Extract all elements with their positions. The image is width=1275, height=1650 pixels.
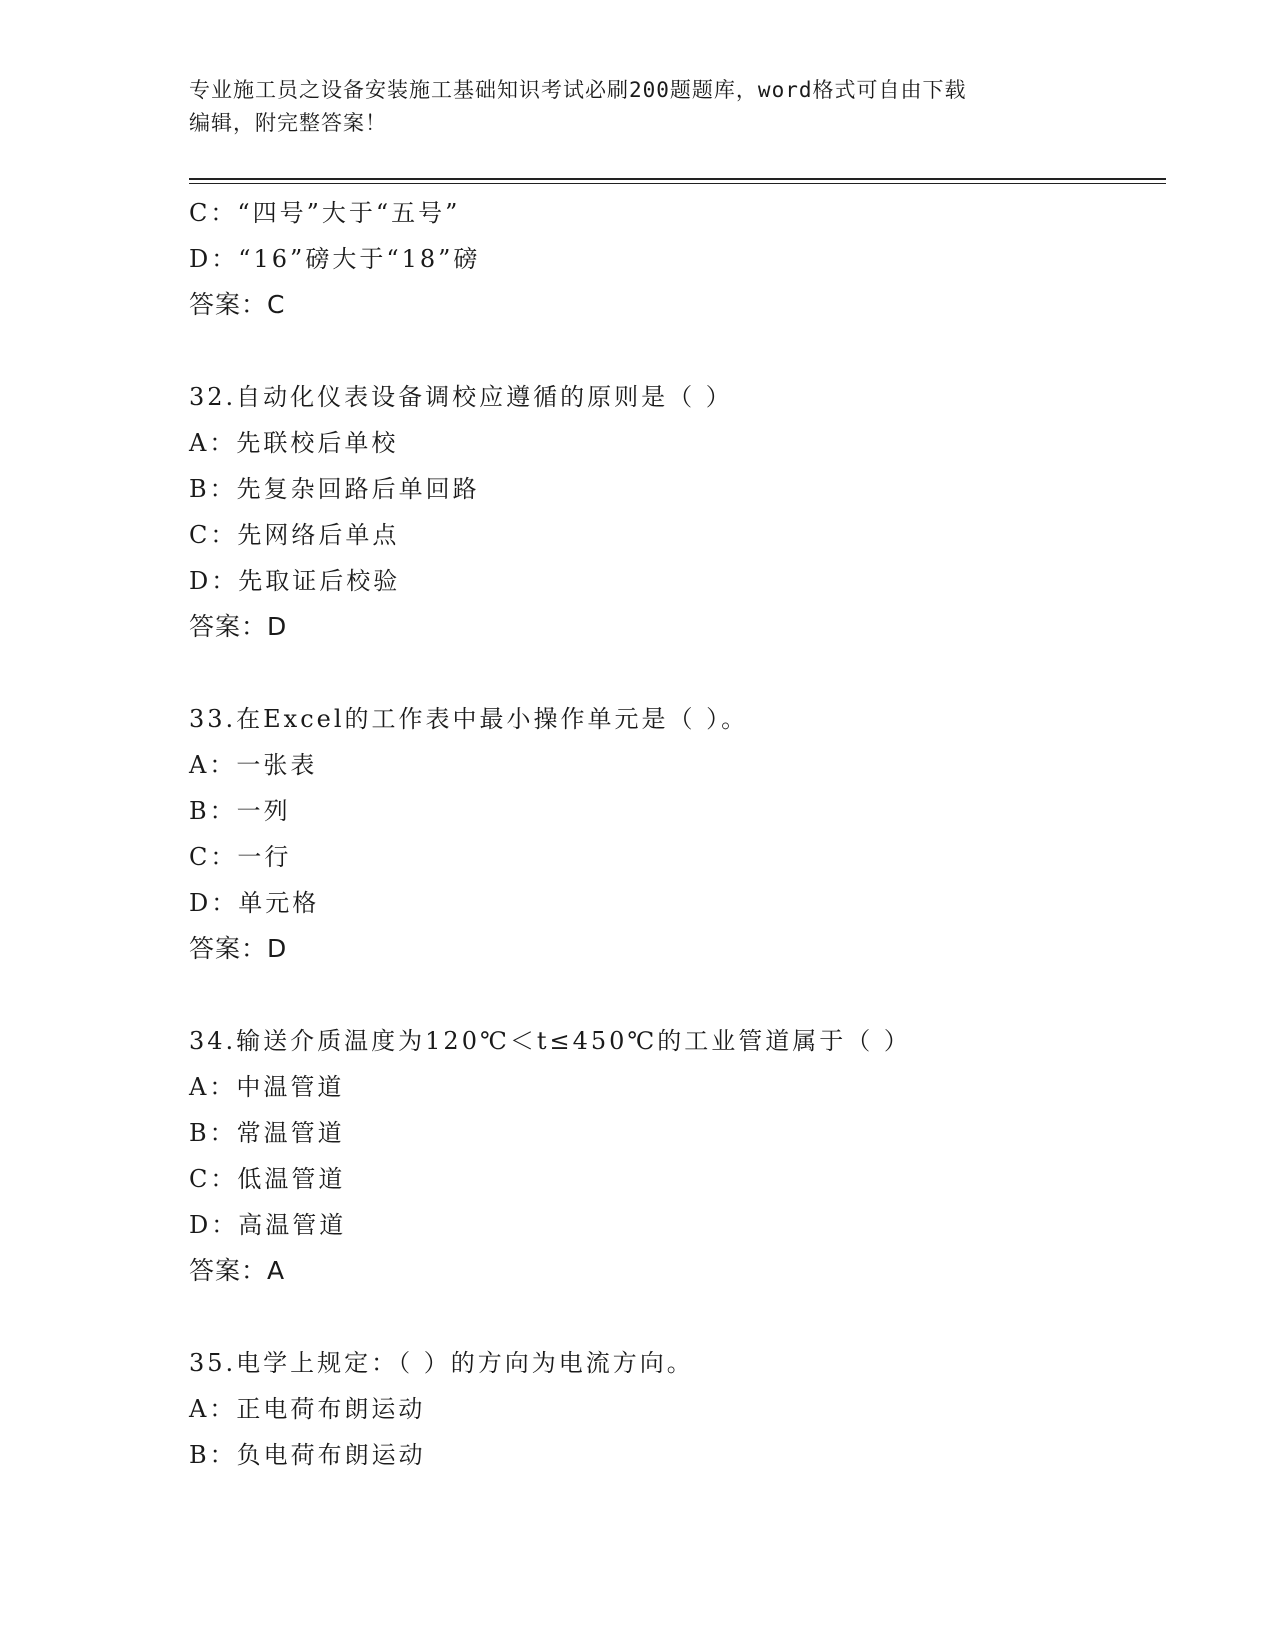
header-line-2: 编辑，附完整答案！ xyxy=(189,111,387,135)
header-line-1: 专业施工员之设备安装施工基础知识考试必刷200题题库，word格式可自由下载 xyxy=(189,78,967,102)
option-d: D：单元格 xyxy=(189,889,320,917)
option-c: C：一行 xyxy=(189,843,292,871)
answer-line: 答案：D xyxy=(189,934,288,963)
question-text: 33.在Excel的工作表中最小操作单元是（ ）。 xyxy=(189,705,749,733)
question-text: 34.输送介质温度为120℃＜t≤450℃的工业管道属于（ ） xyxy=(189,1027,911,1055)
option-b: B：先复杂回路后单回路 xyxy=(189,475,480,503)
question-text: 32.自动化仪表设备调校应遵循的原则是（ ） xyxy=(189,383,733,411)
option-b: B：常温管道 xyxy=(189,1119,345,1147)
option-a: A：一张表 xyxy=(189,751,318,779)
option-c: C：“四号”大于“五号” xyxy=(189,199,461,227)
question-block xyxy=(189,374,1166,650)
question-block xyxy=(189,1018,1166,1294)
question-text: 35.电学上规定：（ ）的方向为电流方向。 xyxy=(189,1349,694,1377)
option-b: B：一列 xyxy=(189,797,291,825)
option-a: A：中温管道 xyxy=(189,1073,345,1101)
answer-line: 答案：C xyxy=(189,290,286,319)
option-d: D：高温管道 xyxy=(189,1211,347,1239)
option-b: B：负电荷布朗运动 xyxy=(189,1441,426,1469)
question-block xyxy=(189,696,1166,972)
question-block xyxy=(189,1340,1166,1478)
answer-line: 答案：D xyxy=(189,612,288,641)
option-a: A：正电荷布朗运动 xyxy=(189,1395,426,1423)
option-c: C：先网络后单点 xyxy=(189,521,400,549)
question-block-partial xyxy=(189,190,1166,328)
header-divider xyxy=(189,178,1166,184)
question-list xyxy=(189,190,1166,1478)
answer-line: 答案：A xyxy=(189,1256,286,1285)
option-d: D：“16”磅大于“18”磅 xyxy=(189,245,481,273)
option-d: D：先取证后校验 xyxy=(189,567,401,595)
option-a: A：先联校后单校 xyxy=(189,429,399,457)
option-c: C：低温管道 xyxy=(189,1165,346,1193)
document-header xyxy=(189,74,1089,140)
